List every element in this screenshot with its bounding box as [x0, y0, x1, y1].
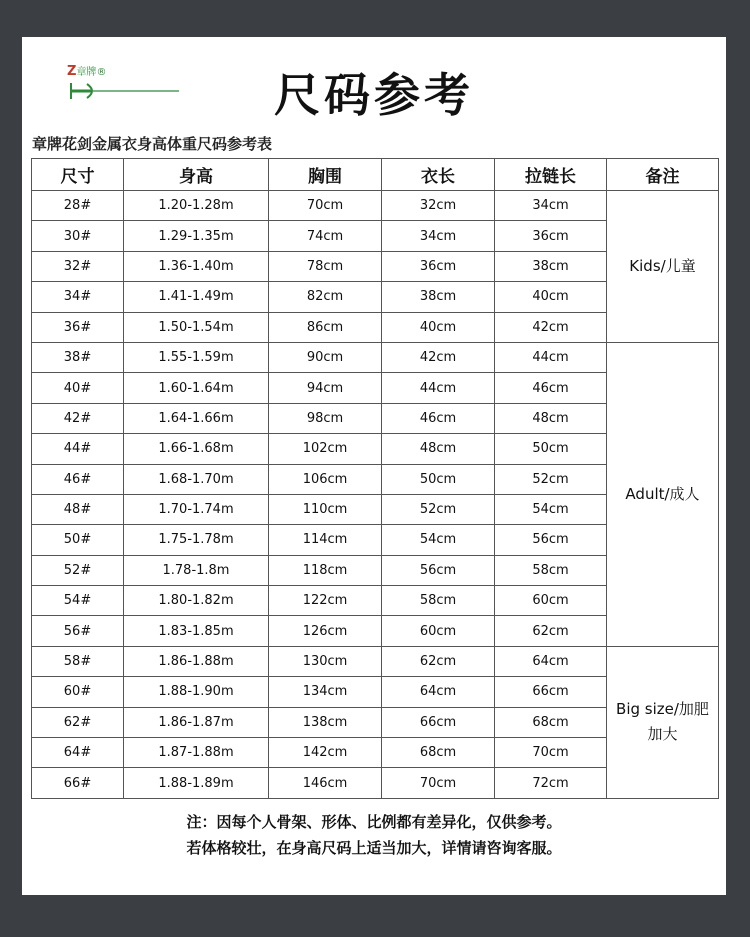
logo-registered-mark: ®	[96, 67, 107, 78]
table-cell: 64cm	[495, 646, 607, 676]
table-cell: 50#	[32, 525, 124, 555]
column-header: 备注	[607, 159, 719, 191]
table-cell: 50cm	[495, 434, 607, 464]
group-note-cell: Adult/成人	[607, 342, 719, 646]
table-cell: 44cm	[382, 373, 495, 403]
table-cell: 1.55-1.59m	[124, 342, 269, 372]
table-cell: 1.60-1.64m	[124, 373, 269, 403]
table-cell: 38cm	[495, 251, 607, 281]
table-header-row	[32, 159, 719, 191]
table-cell: 106cm	[269, 464, 382, 494]
column-header: 尺寸	[32, 159, 124, 191]
table-cell: 42#	[32, 403, 124, 433]
table-body	[32, 191, 719, 799]
table-cell: 56#	[32, 616, 124, 646]
table-cell: 38cm	[382, 282, 495, 312]
table-cell: 36#	[32, 312, 124, 342]
table-cell: 28#	[32, 191, 124, 221]
table-cell: 1.70-1.74m	[124, 494, 269, 524]
table-cell: 130cm	[269, 646, 382, 676]
table-cell: 48#	[32, 494, 124, 524]
table-cell: 60cm	[495, 586, 607, 616]
table-cell: 1.66-1.68m	[124, 434, 269, 464]
table-row	[32, 646, 719, 676]
table-cell: 142cm	[269, 738, 382, 768]
table-cell: 44cm	[495, 342, 607, 372]
table-cell: 54cm	[495, 494, 607, 524]
table-cell: 68cm	[382, 738, 495, 768]
table-cell: 60#	[32, 677, 124, 707]
table-cell: 1.83-1.85m	[124, 616, 269, 646]
column-header: 胸围	[269, 159, 382, 191]
table-cell: 1.20-1.28m	[124, 191, 269, 221]
table-cell: 38#	[32, 342, 124, 372]
table-cell: 40#	[32, 373, 124, 403]
table-cell: 1.29-1.35m	[124, 221, 269, 251]
table-cell: 1.50-1.54m	[124, 312, 269, 342]
table-cell: 70cm	[269, 191, 382, 221]
table-cell: 122cm	[269, 586, 382, 616]
table-cell: 34cm	[382, 221, 495, 251]
table-cell: 36cm	[382, 251, 495, 281]
table-cell: 1.88-1.90m	[124, 677, 269, 707]
table-cell: 54#	[32, 586, 124, 616]
table-cell: 134cm	[269, 677, 382, 707]
footnote	[22, 809, 726, 861]
table-cell: 1.78-1.8m	[124, 555, 269, 585]
group-note-cell: Kids/儿童	[607, 191, 719, 343]
logo-brand-letter: Z	[67, 64, 77, 79]
table-cell: 1.88-1.89m	[124, 768, 269, 798]
table-cell: 46#	[32, 464, 124, 494]
table-cell: 66#	[32, 768, 124, 798]
table-cell: 70cm	[382, 768, 495, 798]
table-cell: 1.75-1.78m	[124, 525, 269, 555]
table-cell: 1.87-1.88m	[124, 738, 269, 768]
table-cell: 86cm	[269, 312, 382, 342]
table-cell: 48cm	[495, 403, 607, 433]
table-cell: 146cm	[269, 768, 382, 798]
logo-brand-name: 章牌	[76, 67, 97, 78]
table-cell: 138cm	[269, 707, 382, 737]
table-cell: 42cm	[495, 312, 607, 342]
table-cell: 46cm	[382, 403, 495, 433]
table-cell: 126cm	[269, 616, 382, 646]
table-cell: 118cm	[269, 555, 382, 585]
table-cell: 62cm	[495, 616, 607, 646]
table-cell: 90cm	[269, 342, 382, 372]
table-cell: 54cm	[382, 525, 495, 555]
table-cell: 102cm	[269, 434, 382, 464]
table-cell: 32cm	[382, 191, 495, 221]
table-cell: 68cm	[495, 707, 607, 737]
size-chart-sheet	[22, 37, 726, 895]
table-cell: 114cm	[269, 525, 382, 555]
table-subtitle: 章牌花剑金属衣身高体重尺码参考表	[32, 135, 273, 153]
table-cell: 48cm	[382, 434, 495, 464]
column-header: 身高	[124, 159, 269, 191]
group-note-cell: Big size/加肥加大	[607, 646, 719, 798]
table-cell: 1.68-1.70m	[124, 464, 269, 494]
column-header: 拉链长	[495, 159, 607, 191]
table-cell: 42cm	[382, 342, 495, 372]
table-cell: 56cm	[382, 555, 495, 585]
table-cell: 34cm	[495, 191, 607, 221]
table-cell: 1.64-1.66m	[124, 403, 269, 433]
table-cell: 46cm	[495, 373, 607, 403]
footnote-line-2: 若体格较壮，在身高尺码上适当加大，详情请咨询客服。	[186, 839, 562, 857]
table-cell: 60cm	[382, 616, 495, 646]
footnote-line-1: 注：因每个人骨架、形体、比例都有差异化，仅供参考。	[186, 813, 562, 831]
table-cell: 44#	[32, 434, 124, 464]
table-cell: 58cm	[495, 555, 607, 585]
table-cell: 40cm	[495, 282, 607, 312]
table-cell: 56cm	[495, 525, 607, 555]
table-cell: 32#	[32, 251, 124, 281]
table-cell: 62cm	[382, 646, 495, 676]
table-cell: 1.86-1.88m	[124, 646, 269, 676]
column-header: 衣长	[382, 159, 495, 191]
table-cell: 66cm	[495, 677, 607, 707]
table-cell: 34#	[32, 282, 124, 312]
table-cell: 98cm	[269, 403, 382, 433]
table-cell: 66cm	[382, 707, 495, 737]
table-cell: 110cm	[269, 494, 382, 524]
table-cell: 94cm	[269, 373, 382, 403]
table-cell: 1.41-1.49m	[124, 282, 269, 312]
table-cell: 52cm	[382, 494, 495, 524]
table-cell: 1.36-1.40m	[124, 251, 269, 281]
table-cell: 64#	[32, 738, 124, 768]
table-cell: 1.86-1.87m	[124, 707, 269, 737]
table-cell: 62#	[32, 707, 124, 737]
table-cell: 50cm	[382, 464, 495, 494]
size-table	[31, 158, 719, 799]
table-cell: 1.80-1.82m	[124, 586, 269, 616]
table-cell: 78cm	[269, 251, 382, 281]
table-cell: 74cm	[269, 221, 382, 251]
table-cell: 52#	[32, 555, 124, 585]
table-cell: 58#	[32, 646, 124, 676]
table-cell: 36cm	[495, 221, 607, 251]
table-cell: 70cm	[495, 738, 607, 768]
table-cell: 58cm	[382, 586, 495, 616]
table-row	[32, 191, 719, 221]
table-cell: 64cm	[382, 677, 495, 707]
table-cell: 72cm	[495, 768, 607, 798]
table-cell: 40cm	[382, 312, 495, 342]
table-cell: 30#	[32, 221, 124, 251]
page-title: 尺码参考	[274, 68, 474, 122]
table-cell: 82cm	[269, 282, 382, 312]
table-cell: 52cm	[495, 464, 607, 494]
table-row	[32, 342, 719, 372]
